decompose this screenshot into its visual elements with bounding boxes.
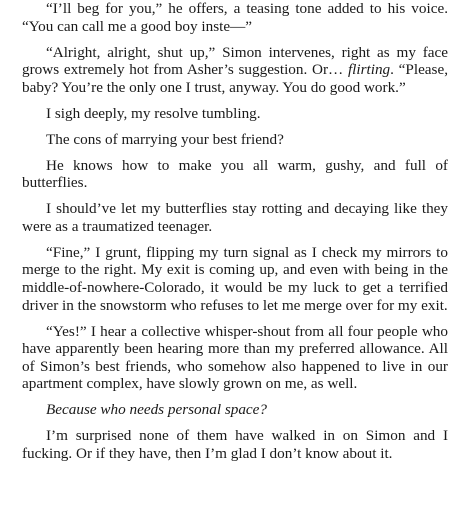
paragraph-text: I sigh deeply, my resolve tumbling. <box>46 104 261 122</box>
paragraph-text: “Fine,” I grunt, flipping my turn signal as I check my mirrors to merge to the right. My exit is coming up, and even with being in the middle-of-nowhere-Colorado, it would be my luck to get a terrified driver in the snowstorm who refuses to let me merge over for my exit. <box>22 243 448 314</box>
paragraph-1 <box>22 0 448 35</box>
paragraph-text: . “Please, baby? You’re the only one I trust, anyway. You do good work.” <box>22 61 448 96</box>
paragraph-text: “I’ll beg for you,” he offers, a teasing tone added to his voice. “You can call me a good boy inste—” <box>22 0 448 35</box>
paragraph-5 <box>22 157 448 192</box>
paragraph-text: I should’ve let my butterflies stay rotting and decaying like they were as a traumatized teenager. <box>22 200 448 235</box>
paragraph-text: He knows how to make you all warm, gushy, and full of butterflies. <box>22 156 448 192</box>
paragraph-9 <box>22 401 448 419</box>
paragraph-7 <box>22 244 448 314</box>
book-page <box>22 0 448 471</box>
paragraph-italic-text: Because who needs personal space? <box>46 401 268 419</box>
paragraph-text: “Yes!” I hear a collective whisper-shout from all four people who have apparently been hearing more than my preferred allowance. All of Simon’s best friends, who somehow also happened to live in our apartment complex, have slowly grown on me, as well. <box>22 322 448 393</box>
paragraph-8 <box>22 323 448 393</box>
paragraph-italic-text: flirting <box>347 61 391 79</box>
paragraph-2 <box>22 44 448 97</box>
paragraph-text: The cons of marrying your best friend? <box>46 130 284 148</box>
paragraph-4 <box>22 131 448 149</box>
paragraph-text: I’m surprised none of them have walked in on Simon and I fucking. Or if they have, then I’m glad I don’t know about it. <box>22 427 448 462</box>
paragraph-6 <box>22 200 448 235</box>
paragraph-10 <box>22 427 448 462</box>
paragraph-3 <box>22 105 448 123</box>
paragraph-text: “Alright, alright, shut up,” Simon intervenes, right as my face grows extremely hot from Asher’s suggestion. Or… <box>22 43 448 79</box>
